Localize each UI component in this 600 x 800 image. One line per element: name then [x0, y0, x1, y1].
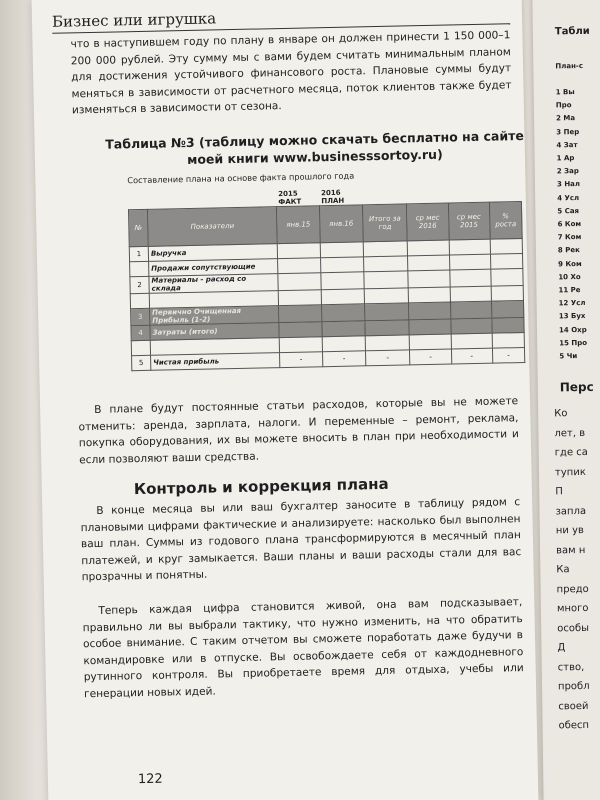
table-cell: [408, 287, 450, 303]
table-cell: -: [322, 351, 365, 367]
facing-table-row: 3 Пер: [556, 127, 580, 136]
table-cell: [449, 269, 491, 287]
table-header-cell: % роста: [489, 202, 522, 240]
facing-table-row: 14 Охр: [558, 325, 587, 334]
table-row-number: 2: [130, 276, 149, 293]
table-row-label: Выручка: [148, 244, 277, 262]
table-cell: [490, 253, 523, 269]
table-cell: -: [365, 350, 410, 366]
facing-text-line: ство,: [557, 661, 585, 673]
table-row-label: Продажи сопутствующие: [149, 259, 278, 277]
table-row-number: 3: [131, 308, 150, 325]
facing-text-line: запла: [555, 505, 587, 517]
plan-table: [128, 185, 526, 371]
facing-table-row: 3 Нал: [556, 180, 581, 189]
table-row-number: 1: [129, 246, 148, 261]
table-cell: [490, 238, 523, 254]
facing-table-row: 5 Чи: [559, 352, 578, 361]
table-row-number: [130, 293, 149, 308]
facing-text-line: тупик: [554, 466, 586, 478]
table-cell: [492, 332, 525, 348]
table-row-number: [131, 340, 150, 355]
facing-table-row: 9 Ком: [558, 259, 582, 268]
table-row-label: Затраты (итого): [150, 323, 279, 341]
table-cell: [451, 333, 493, 349]
facing-text-line: предо: [556, 583, 589, 595]
table-cell: [364, 271, 409, 289]
table-row-label: Материалы - расход со склада: [149, 274, 278, 294]
facing-table-row: 8 Рек: [557, 246, 580, 255]
facing-text-line: много: [556, 602, 589, 615]
table-cell: [277, 243, 320, 259]
table-cell: [279, 322, 322, 338]
facing-text-line: особы: [557, 622, 590, 634]
facing-text-line: где са: [554, 446, 588, 459]
facing-page: [532, 0, 600, 800]
table-cell: [449, 254, 491, 270]
table-header-cell: ср мес 2016: [407, 203, 449, 241]
table-cell: [278, 258, 321, 274]
table-year-label: 2016 ПЛАН: [321, 188, 345, 206]
table-cell: [365, 335, 410, 351]
facing-text-line: пробл: [557, 680, 590, 693]
facing-table-row: 4 Зат: [556, 140, 578, 150]
facing-table-row: 2 Зар: [556, 167, 579, 176]
page-number: 122: [137, 771, 163, 788]
facing-table-row: 1 Ар: [556, 154, 575, 163]
table-cell: [408, 255, 450, 271]
facing-text-line: Д: [557, 642, 566, 654]
table-cell: [322, 336, 365, 352]
facing-table-row: 15 Про: [559, 338, 588, 348]
paragraph-3: В конце месяца вы или ваш бухгалтер заносите в таблицу рядом с плановыми цифрами фактические и анализируете: насколько был выполнен ваш план. Суммы из годового плана трансформируются в месячный план платежей, и круг замыкается. Ваши планы и ваши расходы стали для вас прозрачны и понятны.: [80, 496, 522, 584]
table-year-spacer: [128, 193, 147, 210]
table-cell: [492, 317, 525, 333]
table-cell: -: [451, 348, 493, 364]
table-year-label: 2015 ФАКТ: [278, 189, 302, 207]
facing-table-row: 1 Вы: [555, 88, 575, 97]
facing-table-row: Про: [555, 101, 572, 110]
table-cell: [279, 305, 322, 323]
table-cell: [320, 242, 363, 258]
table-cell: [450, 318, 492, 334]
paragraph-4: Теперь каждая цифра становится живой, она вам подсказывает, правильно ли вы выбрали тактику, что нужно изменить, на что обратить особое внимание. С таким отчетом вы сможете поработать даже будучи в командировке или в отпуске. Вы освобождаете себя от каждодневного рутинного контроля. Вы приобретаете время для отдыха, учебы или генерации новых идей.: [82, 596, 524, 700]
table-cell: [409, 302, 451, 320]
table-header-cell: янв.15: [276, 206, 320, 244]
table-cell: [491, 268, 524, 286]
facing-table-row: 7 Ком: [557, 233, 582, 242]
running-head: Бизнес или игрушка: [51, 9, 217, 31]
facing-text-line: вам н: [556, 544, 586, 556]
facing-text-line: Ка: [556, 564, 570, 576]
table-row-number: [130, 261, 149, 276]
table-cell: [450, 286, 492, 302]
table-cell: [409, 319, 451, 335]
table-cell: [321, 272, 364, 290]
book-page: [32, 0, 539, 800]
table-cell: [278, 290, 321, 306]
facing-table-row: 12 Усл: [558, 299, 586, 308]
facing-table-row: 5 Сая: [557, 206, 580, 216]
paragraph-1: что в наступившем году по плану в январе он должен принести 1 150 000–1 200 000 рублей. Эту сумму мы с вами будем считать минимальным планом для достижения устойчивого финансового роста. Плановые суммы будут меняться в зависимости от расчетного месяца, поток клиентов также будет изменяться в зависимости от сезона.: [70, 29, 512, 117]
table-cell: -: [410, 349, 452, 365]
facing-text-line: обесп: [558, 719, 590, 732]
facing-text-line: Ко: [554, 408, 568, 420]
table-cell: [364, 288, 409, 304]
table-cell: [363, 241, 408, 257]
table-cell: [321, 289, 364, 305]
facing-table-row: 4 Усл: [557, 193, 580, 202]
facing-table-row: 13 Бух: [558, 312, 586, 321]
table-cell: [364, 303, 409, 321]
table-subtitle: Составление плана на основе факта прошлого года: [127, 170, 355, 186]
table-cell: [449, 239, 491, 255]
table-cell: -: [280, 352, 323, 368]
table-cell: [363, 256, 408, 272]
table-cell: [450, 301, 492, 319]
facing-table-row: 2 Ма: [556, 114, 576, 123]
facing-text-line: П: [555, 486, 563, 498]
table-header-cell: янв.16: [319, 205, 363, 243]
table-cell: [321, 304, 364, 322]
table-cell: [491, 285, 524, 301]
table-cell: [322, 321, 365, 337]
table-cell: [491, 300, 524, 318]
facing-page-heading: Перс: [559, 379, 594, 395]
table-cell: [320, 257, 363, 273]
table-cell: [279, 337, 322, 353]
facing-page-title: Табли: [554, 25, 590, 38]
paragraph-2: В плане будут постоянные статьи расходов, которые вы не можете отменить: аренда, зарплата, налоги. И переменные – ремонт, реклама, покупка оборудования, их вы можете вносить в план при необходимости и если позволяют ваши средства.: [78, 395, 519, 466]
table-cell: [409, 334, 451, 350]
table-header-cell: Итого за год: [362, 204, 407, 242]
facing-table-row: 6 Ком: [557, 220, 582, 229]
table-row-label: Первично Очищенная Прибыль (1-2): [150, 306, 279, 326]
table-cell: [408, 270, 450, 288]
table-cell: -: [492, 347, 525, 363]
table-cell: [407, 240, 449, 256]
table-cell: [278, 273, 321, 291]
facing-text-line: своей: [558, 700, 589, 712]
table-header-cell: №: [128, 209, 148, 246]
facing-text-line: ни ув: [555, 525, 584, 537]
facing-table-row: 10 Хо: [558, 272, 581, 282]
facing-text-line: лет, в: [554, 427, 586, 439]
facing-page-subtitle: План-с: [555, 61, 584, 71]
facing-table-row: 11 Ре: [558, 286, 581, 295]
table-row-label: Чистая прибыль: [151, 353, 280, 371]
table-row-number: 5: [132, 355, 151, 370]
table-title: Таблица №3 (таблицу можно скачать бесплатно на сайте моей книги www.businesssortoy.ru): [105, 127, 524, 167]
table-row-number: 4: [131, 325, 150, 340]
table-cell: [365, 320, 410, 336]
table-header-cell: Показатели: [147, 207, 277, 247]
section-heading: Контроль и коррекция плана: [133, 474, 389, 499]
table-header-cell: ср мес 2015: [448, 202, 490, 240]
